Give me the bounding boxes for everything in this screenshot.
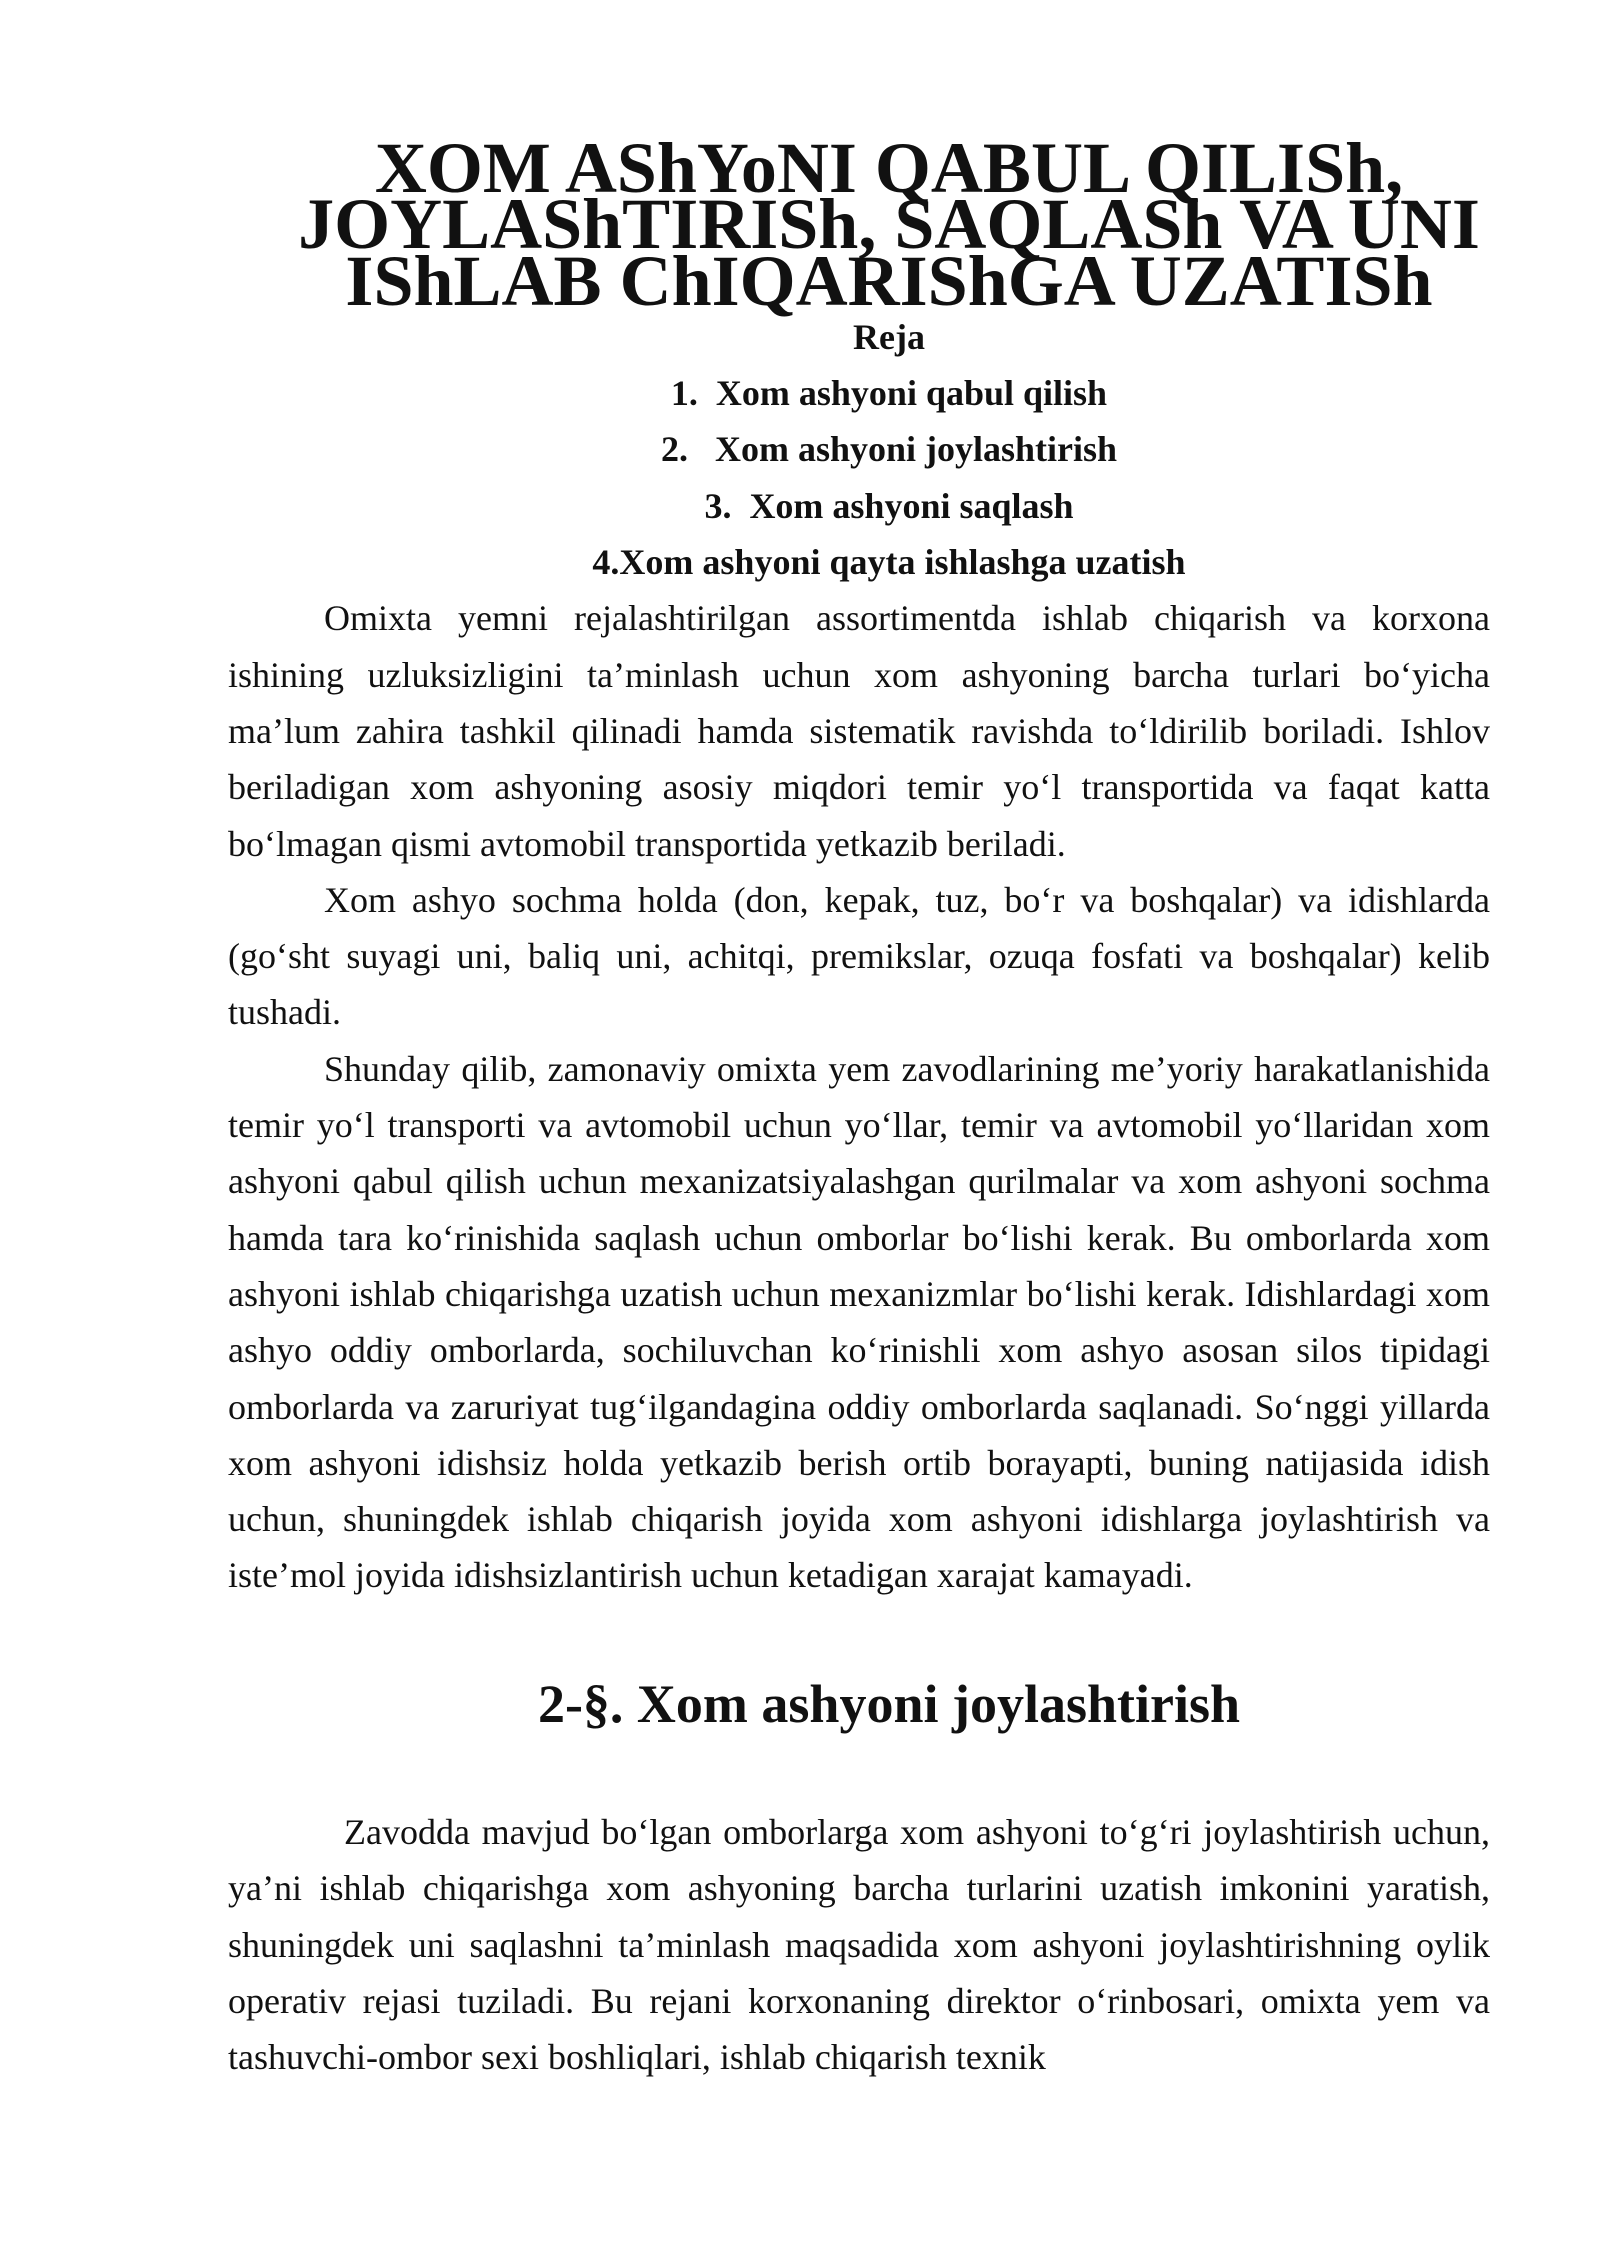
- plan-title: Reja: [853, 316, 925, 357]
- section-heading: 2-§. Xom ashyoni joylashtirish: [537, 1673, 1241, 1734]
- body-paragraph: Omixta yemni rejalashtirilgan assortimentda ishlab chiqarish va korxona ishining uzluksizligini ta’minlash uchun xom ashyoning barcha turlari bo‘yicha ma’lum zahira tashkil qilinadi hamda sistematik ravishda to‘ldirilib boriladi. Ishlov beriladigan xom ashyoning asosiy miqdori temir yo‘l transportida va faqat katta bo‘lmagan qismi avtomobil transportida yetkazib beriladi.: [228, 598, 1490, 864]
- document-page: [228, 128, 1490, 2086]
- plan-item: 3. Xom ashyoni saqlash: [704, 485, 1074, 526]
- body-paragraph: Xom ashyo sochma holda (don, kepak, tuz, bo‘r va boshqalar) va idishlarda (go‘sht suyagi uni, baliq uni, achitqi, premikslar, ozuqa fosfati va boshqalar) kelib tushadi.: [228, 879, 1490, 1033]
- plan-item: 1. Xom ashyoni qabul qilish: [670, 373, 1108, 414]
- plan-item: 4.Xom ashyoni qayta ishlashga uzatish: [592, 542, 1186, 583]
- document-title-line-2: IShLAB ChIQARIShGA UZATISh: [345, 240, 1433, 321]
- plan-item: 2. Xom ashyoni joylashtirish: [660, 429, 1118, 470]
- section-paragraph: Zavodda mavjud bo‘lgan omborlarga xom ashyoni to‘g‘ri joylashtirish uchun, ya’ni ishlab chiqarishga xom ashyoning barcha turlarini uzatish imkonini yaratish, shuningdek uni saqlashni ta’minlash maqsadida xom ashyoni joylashtirishning oylik operativ rejasi tuziladi. Bu rejani korxonaning direktor o‘rinbosari, omixta yem va tashuvchi-ombor sexi boshliqlari, ishlab chiqarish texnik: [228, 1812, 1490, 2078]
- document-title: [228, 128, 1490, 321]
- plan-list: [228, 365, 1490, 590]
- document-title-line-1: XOM AShYoNI QABUL QILISh, JOYLAShTIRISh, SAQLASh VA UNI: [298, 128, 1480, 265]
- body-paragraph: Shunday qilib, zamonaviy omixta yem zavodlarining me’yoriy harakatlanishida temir yo‘l transporti va avtomobil uchun yo‘llar, temir va avtomobil yo‘llaridan xom ashyoni qabul qilish uchun mexanizatsiyalashgan qurilmalar va xom ashyoni sochma hamda tara ko‘rinishida saqlash uchun omborlar bo‘lishi kerak. Bu omborlarda xom ashyoni ishlab chiqarishga uzatish uchun mexanizmlar bo‘lishi kerak. Idishlardagi xom ashyo oddiy omborlarda, sochiluvchan ko‘rinishli xom ashyo asosan silos tipidagi omborlarda va zaruriyat tug‘ilgandagina oddiy omborlarda saqlanadi. So‘nggi yillarda xom ashyoni idishsiz holda yetkazib berish ortib borayapti, buning natijasida idish uchun, shuningdek ishlab chiqarish joyida xom ashyoni idishlarga joylashtirish va iste’mol joyida idishsizlantirish uchun ketadigan xarajat kamayadi.: [228, 1048, 1490, 1596]
